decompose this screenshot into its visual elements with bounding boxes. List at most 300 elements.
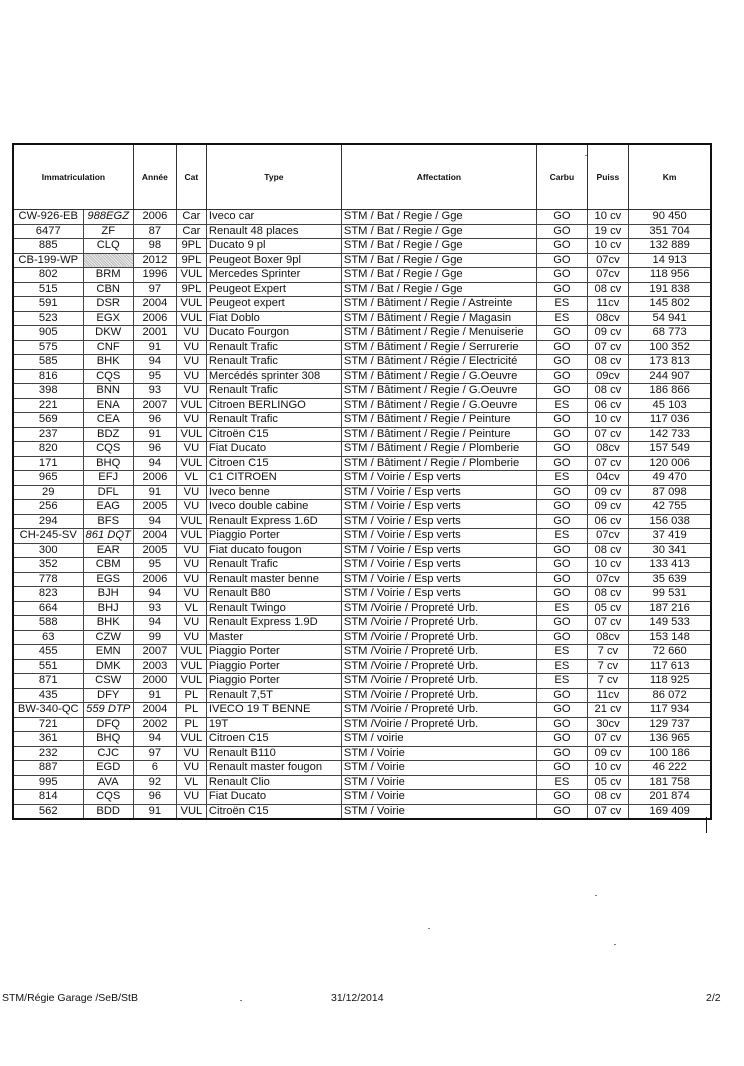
category-cell: VUL (176, 297, 206, 312)
header-affectation: Affectation (341, 144, 536, 210)
fuel-cell: GO (536, 355, 587, 370)
affectation-cell: STM / Bâtiment / Regie / Astreinte (341, 297, 536, 312)
type-cell: Fiat Ducato (206, 442, 341, 457)
immatriculation-cell: 820 (13, 442, 83, 457)
power-cell: 09 cv (587, 326, 628, 341)
affectation-cell: STM / Voirie (341, 775, 536, 790)
immatriculation-cell: 523 (13, 311, 83, 326)
annee-cell: 91 (133, 340, 176, 355)
category-cell: VUL (176, 311, 206, 326)
immatriculation-cell: 221 (13, 398, 83, 413)
old-plate-cell: BDZ (83, 427, 133, 442)
old-plate-cell: EMN (83, 645, 133, 660)
power-cell: 07 cv (587, 804, 628, 819)
annee-cell: 95 (133, 558, 176, 573)
annee-cell: 96 (133, 413, 176, 428)
mileage-cell: 187 216 (628, 601, 711, 616)
affectation-cell: STM / Voirie / Esp verts (341, 514, 536, 529)
old-plate-cell: CBN (83, 282, 133, 297)
category-cell: VL (176, 471, 206, 486)
affectation-cell: STM / Bâtiment / Regie / Magasin (341, 311, 536, 326)
mileage-cell: 30 341 (628, 543, 711, 558)
category-cell: VUL (176, 804, 206, 819)
header-km: Km (628, 144, 711, 210)
mileage-cell: 191 838 (628, 282, 711, 297)
fuel-cell: GO (536, 804, 587, 819)
power-cell: 21 cv (587, 703, 628, 718)
immatriculation-cell: 816 (13, 369, 83, 384)
table-row (13, 703, 711, 718)
category-cell: VU (176, 616, 206, 631)
scan-speck (585, 155, 587, 156)
mileage-cell: 45 103 (628, 398, 711, 413)
power-cell: 10 cv (587, 761, 628, 776)
annee-cell: 6 (133, 761, 176, 776)
fuel-cell: ES (536, 659, 587, 674)
power-cell: 11cv (587, 688, 628, 703)
annee-cell: 2002 (133, 717, 176, 732)
annee-cell: 2006 (133, 210, 176, 225)
type-cell: Fiat Doblo (206, 311, 341, 326)
annee-cell: 87 (133, 224, 176, 239)
table-body (13, 210, 711, 820)
fuel-cell: GO (536, 369, 587, 384)
power-cell: 10 cv (587, 413, 628, 428)
old-plate-cell: DFQ (83, 717, 133, 732)
mileage-cell: 86 072 (628, 688, 711, 703)
immatriculation-cell: 905 (13, 326, 83, 341)
immatriculation-cell: 588 (13, 616, 83, 631)
mileage-cell: 117 934 (628, 703, 711, 718)
old-plate-cell: ENA (83, 398, 133, 413)
mileage-cell: 142 733 (628, 427, 711, 442)
affectation-cell: STM / Bat / Regie / Gge (341, 268, 536, 283)
immatriculation-cell: 515 (13, 282, 83, 297)
type-cell: Renault Trafic (206, 384, 341, 399)
table-row (13, 558, 711, 573)
immatriculation-cell: 455 (13, 645, 83, 660)
table-row (13, 674, 711, 689)
type-cell: Peugeot expert (206, 297, 341, 312)
fuel-cell: GO (536, 703, 587, 718)
immatriculation-cell: CB-199-WP (13, 253, 83, 268)
table-row (13, 369, 711, 384)
old-plate-cell: 559 DTP (83, 703, 133, 718)
mileage-cell: 149 533 (628, 616, 711, 631)
affectation-cell: STM / Voirie / Esp verts (341, 543, 536, 558)
table-row (13, 210, 711, 225)
immatriculation-cell: 398 (13, 384, 83, 399)
table-row (13, 456, 711, 471)
old-plate-cell: BJH (83, 587, 133, 602)
category-cell: 9PL (176, 282, 206, 297)
affectation-cell: STM / Bâtiment / Regie / G.Oeuvre (341, 398, 536, 413)
type-cell: Ducato Fourgon (206, 326, 341, 341)
affectation-cell: STM / Bâtiment / Regie / Serrurerie (341, 340, 536, 355)
old-plate-cell: 861 DQT (83, 529, 133, 544)
affectation-cell: STM / Voirie / Esp verts (341, 558, 536, 573)
affectation-cell: STM / Voirie / Esp verts (341, 471, 536, 486)
power-cell: 7 cv (587, 645, 628, 660)
fuel-cell: GO (536, 514, 587, 529)
type-cell: Citroën C15 (206, 427, 341, 442)
type-cell: 19T (206, 717, 341, 732)
mileage-cell: 68 773 (628, 326, 711, 341)
mileage-cell: 49 470 (628, 471, 711, 486)
fuel-cell: GO (536, 413, 587, 428)
immatriculation-cell: 63 (13, 630, 83, 645)
annee-cell: 2003 (133, 659, 176, 674)
immatriculation-cell: 721 (13, 717, 83, 732)
immatriculation-cell: 802 (13, 268, 83, 283)
category-cell: PL (176, 688, 206, 703)
mileage-cell: 118 956 (628, 268, 711, 283)
power-cell: 06 cv (587, 398, 628, 413)
annee-cell: 2006 (133, 311, 176, 326)
old-plate-cell: BRM (83, 268, 133, 283)
table-row (13, 587, 711, 602)
immatriculation-cell: 995 (13, 775, 83, 790)
type-cell: C1 CITROEN (206, 471, 341, 486)
category-cell: VU (176, 442, 206, 457)
type-cell: Citroen BERLINGO (206, 398, 341, 413)
category-cell: VU (176, 369, 206, 384)
table-row (13, 645, 711, 660)
scan-speck (595, 895, 597, 896)
type-cell: Piaggio Porter (206, 674, 341, 689)
old-plate-cell: EGD (83, 761, 133, 776)
type-cell: Iveco benne (206, 485, 341, 500)
power-cell: 07 cv (587, 456, 628, 471)
table-row (13, 688, 711, 703)
annee-cell: 94 (133, 514, 176, 529)
category-cell: VU (176, 340, 206, 355)
fuel-cell: GO (536, 717, 587, 732)
power-cell: 06 cv (587, 514, 628, 529)
table-row (13, 282, 711, 297)
annee-cell: 2007 (133, 398, 176, 413)
table-row (13, 616, 711, 631)
affectation-cell: STM / Bat / Regie / Gge (341, 239, 536, 254)
table-row (13, 500, 711, 515)
annee-cell: 91 (133, 427, 176, 442)
old-plate-cell: CQS (83, 790, 133, 805)
old-plate-cell: BHK (83, 355, 133, 370)
fuel-cell: ES (536, 674, 587, 689)
category-cell: VU (176, 587, 206, 602)
fuel-cell: GO (536, 688, 587, 703)
annee-cell: 91 (133, 485, 176, 500)
type-cell: Renault B80 (206, 587, 341, 602)
immatriculation-cell: 585 (13, 355, 83, 370)
annee-cell: 2004 (133, 297, 176, 312)
mileage-cell: 186 866 (628, 384, 711, 399)
mileage-cell: 117 613 (628, 659, 711, 674)
affectation-cell: STM / Voirie (341, 746, 536, 761)
mileage-cell: 37 419 (628, 529, 711, 544)
affectation-cell: STM / Bat / Regie / Gge (341, 253, 536, 268)
table-edge-line (706, 817, 707, 833)
fuel-cell: GO (536, 746, 587, 761)
category-cell: 9PL (176, 253, 206, 268)
immatriculation-cell: 562 (13, 804, 83, 819)
footer-date: 31/12/2014 (331, 992, 384, 1004)
old-plate-cell: EAG (83, 500, 133, 515)
affectation-cell: STM /Voirie / Propreté Urb. (341, 688, 536, 703)
table-row (13, 659, 711, 674)
affectation-cell: STM / Bat / Regie / Gge (341, 224, 536, 239)
fuel-cell: GO (536, 616, 587, 631)
old-plate-cell: BHJ (83, 601, 133, 616)
type-cell: Renault Trafic (206, 355, 341, 370)
mileage-cell: 132 889 (628, 239, 711, 254)
category-cell: VU (176, 485, 206, 500)
table-row (13, 253, 711, 268)
immatriculation-cell: 965 (13, 471, 83, 486)
table-row (13, 355, 711, 370)
fuel-cell: GO (536, 558, 587, 573)
affectation-cell: STM / Bâtiment / Regie / Peinture (341, 413, 536, 428)
power-cell: 08 cv (587, 384, 628, 399)
header-cat: Cat (176, 144, 206, 210)
old-plate-cell: ZF (83, 224, 133, 239)
table-row (13, 239, 711, 254)
old-plate-cell: 988EGZ (83, 210, 133, 225)
fuel-cell: GO (536, 384, 587, 399)
header-puiss: Puiss (587, 144, 628, 210)
fuel-cell: GO (536, 732, 587, 747)
mileage-cell: 118 925 (628, 674, 711, 689)
fuel-cell: GO (536, 500, 587, 515)
table-row (13, 790, 711, 805)
fuel-cell: ES (536, 398, 587, 413)
affectation-cell: STM / Voirie (341, 761, 536, 776)
mileage-cell: 157 549 (628, 442, 711, 457)
immatriculation-cell: 435 (13, 688, 83, 703)
old-plate-cell: AVA (83, 775, 133, 790)
power-cell: 08cv (587, 630, 628, 645)
old-plate-cell: BHQ (83, 456, 133, 471)
power-cell: 08cv (587, 442, 628, 457)
annee-cell: 2006 (133, 471, 176, 486)
affectation-cell: STM / Bâtiment / Regie / Plomberie (341, 442, 536, 457)
type-cell: Citroën C15 (206, 804, 341, 819)
immatriculation-cell: 887 (13, 761, 83, 776)
category-cell: VU (176, 746, 206, 761)
mileage-cell: 136 965 (628, 732, 711, 747)
affectation-cell: STM / Bâtiment / Regie / G.Oeuvre (341, 384, 536, 399)
old-plate-cell: CSW (83, 674, 133, 689)
power-cell: 08 cv (587, 790, 628, 805)
immatriculation-cell: 885 (13, 239, 83, 254)
old-plate-cell: DFL (83, 485, 133, 500)
old-plate-cell: EFJ (83, 471, 133, 486)
type-cell: Mercedes Sprinter (206, 268, 341, 283)
affectation-cell: STM / Bat / Regie / Gge (341, 282, 536, 297)
old-plate-cell: BHK (83, 616, 133, 631)
category-cell: VU (176, 355, 206, 370)
category-cell: VU (176, 558, 206, 573)
affectation-cell: STM / Voirie (341, 804, 536, 819)
mileage-cell: 72 660 (628, 645, 711, 660)
table-row (13, 732, 711, 747)
fuel-cell: ES (536, 529, 587, 544)
table-row (13, 746, 711, 761)
immatriculation-cell: 871 (13, 674, 83, 689)
category-cell: VUL (176, 427, 206, 442)
immatriculation-cell: 575 (13, 340, 83, 355)
power-cell: 10 cv (587, 239, 628, 254)
affectation-cell: STM / Voirie / Esp verts (341, 529, 536, 544)
category-cell: VU (176, 413, 206, 428)
old-plate-cell: CNF (83, 340, 133, 355)
fuel-cell: GO (536, 442, 587, 457)
type-cell: Fiat ducato fougon (206, 543, 341, 558)
type-cell: Fiat Ducato (206, 790, 341, 805)
category-cell: VU (176, 326, 206, 341)
immatriculation-cell: 352 (13, 558, 83, 573)
annee-cell: 94 (133, 355, 176, 370)
header-type: Type (206, 144, 341, 210)
annee-cell: 98 (133, 239, 176, 254)
type-cell: Renault 7,5T (206, 688, 341, 703)
mileage-cell: 351 704 (628, 224, 711, 239)
affectation-cell: STM /Voirie / Propreté Urb. (341, 630, 536, 645)
scan-speck (614, 944, 616, 945)
table-row (13, 529, 711, 544)
annee-cell: 2004 (133, 703, 176, 718)
annee-cell: 91 (133, 688, 176, 703)
old-plate-cell: EAR (83, 543, 133, 558)
type-cell: Peugeot Boxer 9pl (206, 253, 341, 268)
affectation-cell: STM / Bâtiment / Régie / Electricité (341, 355, 536, 370)
annee-cell: 99 (133, 630, 176, 645)
old-plate-cell: DKW (83, 326, 133, 341)
table-row (13, 398, 711, 413)
table-row (13, 775, 711, 790)
type-cell: Renault master benne (206, 572, 341, 587)
type-cell: Mercédés sprinter 308 (206, 369, 341, 384)
immatriculation-cell: 256 (13, 500, 83, 515)
power-cell: 11cv (587, 297, 628, 312)
table-row (13, 384, 711, 399)
type-cell: Renault Twingo (206, 601, 341, 616)
mileage-cell: 156 038 (628, 514, 711, 529)
table-row (13, 224, 711, 239)
old-plate-cell (83, 253, 133, 268)
old-plate-cell: DFY (83, 688, 133, 703)
annee-cell: 92 (133, 775, 176, 790)
table-row (13, 572, 711, 587)
fuel-cell: GO (536, 543, 587, 558)
category-cell: VU (176, 790, 206, 805)
mileage-cell: 42 755 (628, 500, 711, 515)
type-cell: Renault Trafic (206, 413, 341, 428)
affectation-cell: STM /Voirie / Propreté Urb. (341, 703, 536, 718)
header-carbu: Carbu (536, 144, 587, 210)
category-cell: PL (176, 703, 206, 718)
affectation-cell: STM / Voirie / Esp verts (341, 572, 536, 587)
fuel-cell: GO (536, 587, 587, 602)
power-cell: 04cv (587, 471, 628, 486)
power-cell: 09 cv (587, 485, 628, 500)
type-cell: Renault Trafic (206, 340, 341, 355)
power-cell: 07 cv (587, 616, 628, 631)
scan-speck (240, 1000, 242, 1001)
category-cell: VU (176, 630, 206, 645)
annee-cell: 95 (133, 369, 176, 384)
mileage-cell: 153 148 (628, 630, 711, 645)
old-plate-cell: CLQ (83, 239, 133, 254)
category-cell: VU (176, 572, 206, 587)
power-cell: 08 cv (587, 543, 628, 558)
category-cell: VUL (176, 529, 206, 544)
fuel-cell: ES (536, 775, 587, 790)
type-cell: Piaggio Porter (206, 659, 341, 674)
annee-cell: 1996 (133, 268, 176, 283)
old-plate-cell: EGX (83, 311, 133, 326)
power-cell: 08cv (587, 311, 628, 326)
power-cell: 10 cv (587, 210, 628, 225)
immatriculation-cell: CW-926-EB (13, 210, 83, 225)
immatriculation-cell: 551 (13, 659, 83, 674)
annee-cell: 91 (133, 804, 176, 819)
affectation-cell: STM /Voirie / Propreté Urb. (341, 674, 536, 689)
mileage-cell: 14 913 (628, 253, 711, 268)
power-cell: 05 cv (587, 775, 628, 790)
annee-cell: 97 (133, 746, 176, 761)
fuel-cell: GO (536, 210, 587, 225)
table-row (13, 311, 711, 326)
category-cell: PL (176, 717, 206, 732)
category-cell: VUL (176, 732, 206, 747)
category-cell: VUL (176, 674, 206, 689)
mileage-cell: 87 098 (628, 485, 711, 500)
type-cell: Renault B110 (206, 746, 341, 761)
table-row (13, 543, 711, 558)
header-annee: Année (133, 144, 176, 210)
immatriculation-cell: 232 (13, 746, 83, 761)
fuel-cell: GO (536, 456, 587, 471)
fuel-cell: GO (536, 340, 587, 355)
power-cell: 08 cv (587, 587, 628, 602)
annee-cell: 96 (133, 442, 176, 457)
affectation-cell: STM / Bâtiment / Regie / Menuiserie (341, 326, 536, 341)
annee-cell: 94 (133, 456, 176, 471)
power-cell: 07 cv (587, 732, 628, 747)
immatriculation-cell: BW-340-QC (13, 703, 83, 718)
table-header-row (13, 144, 711, 210)
type-cell: Piaggio Porter (206, 529, 341, 544)
affectation-cell: STM /Voirie / Propreté Urb. (341, 616, 536, 631)
category-cell: VL (176, 775, 206, 790)
fuel-cell: GO (536, 630, 587, 645)
annee-cell: 2001 (133, 326, 176, 341)
annee-cell: 93 (133, 601, 176, 616)
table-row (13, 427, 711, 442)
type-cell: Piaggio Porter (206, 645, 341, 660)
table-row (13, 630, 711, 645)
old-plate-cell: CBM (83, 558, 133, 573)
category-cell: VU (176, 543, 206, 558)
immatriculation-cell: 171 (13, 456, 83, 471)
category-cell: VUL (176, 456, 206, 471)
immatriculation-cell: 814 (13, 790, 83, 805)
power-cell: 09cv (587, 369, 628, 384)
old-plate-cell: DMK (83, 659, 133, 674)
power-cell: 07cv (587, 572, 628, 587)
power-cell: 07cv (587, 268, 628, 283)
